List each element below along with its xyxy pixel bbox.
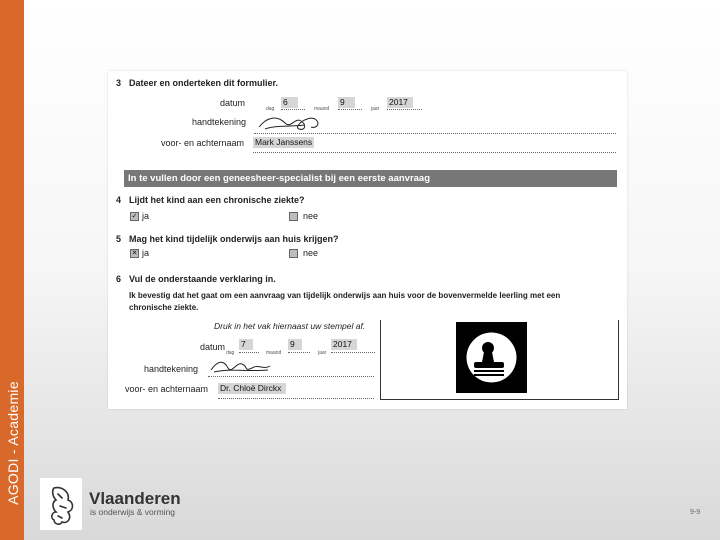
lion-icon	[40, 478, 82, 530]
doctor-month-field[interactable]: 9	[288, 339, 302, 350]
q4-ja-checkbox[interactable]: ✓	[131, 213, 138, 220]
doctor-datum-label: datum	[200, 342, 226, 352]
doctor-maand-label: maand	[266, 350, 282, 356]
doctor-handtekening-label: handtekening	[144, 364, 199, 374]
naam-label: voor- en achternaam	[161, 138, 245, 148]
name-line	[253, 152, 616, 153]
doctor-name-field[interactable]: Dr. Chloë Dirckx	[218, 383, 286, 394]
q5-nee-label: nee	[303, 248, 319, 258]
q4-ja-label: ja	[142, 211, 150, 221]
q5-ja-label: ja	[142, 248, 150, 258]
month-line	[338, 109, 362, 110]
q5-nee-checkbox[interactable]	[289, 249, 298, 258]
stamp-icon	[456, 322, 527, 393]
section-3-title: Dateer en onderteken dit formulier.	[129, 78, 279, 88]
statement-line-2: chronische ziekte.	[129, 303, 199, 312]
logo-subtitle: is onderwijs & vorming	[90, 507, 176, 517]
signature-line	[254, 133, 616, 134]
page-number: 9-9	[690, 509, 701, 516]
section-5-number: 5	[116, 234, 122, 244]
section-5-title: Mag het kind tijdelijk onderwijs aan huis krijgen?	[129, 234, 339, 244]
doctor-signature-line	[208, 376, 374, 377]
vlaanderen-logo	[40, 478, 82, 530]
q4-nee-checkbox[interactable]	[289, 212, 298, 221]
section-6-number: 6	[116, 274, 122, 284]
parent-signature-icon	[255, 111, 325, 135]
doctor-naam-label: voor- en achternaam	[125, 384, 209, 394]
doctor-name-line	[218, 398, 374, 399]
parent-name-field[interactable]: Mark Janssens	[255, 137, 313, 147]
doctor-day-field[interactable]: 7	[239, 339, 253, 350]
section-4-title: Lijdt het kind aan een chronische ziekte?	[129, 195, 305, 205]
specialist-banner: In te vullen door een geneesheer-specialist bij een eerste aanvraag	[124, 170, 617, 187]
q4-nee-label: nee	[303, 211, 319, 221]
year-line	[387, 109, 422, 110]
jaar-label: jaar	[371, 106, 380, 112]
month-field[interactable]: 9	[338, 97, 355, 108]
section-6-title: Vul de onderstaande verklaring in.	[129, 274, 276, 284]
sidebar-strip	[0, 0, 24, 540]
stamp-hint: Druk in het vak hiernaast uw stempel af.	[214, 321, 366, 331]
datum-label: datum	[220, 98, 246, 108]
stamp-box	[380, 320, 619, 400]
handtekening-label: handtekening	[192, 117, 247, 127]
doctor-day-line	[239, 352, 259, 353]
doctor-month-line	[288, 352, 310, 353]
dag-label: dag	[266, 106, 275, 112]
statement-line-1: Ik bevestig dat het gaat om een aanvraag van tijdelijk onderwijs aan huis voor de bovenvermelde leerling met een	[129, 291, 561, 300]
day-field[interactable]: 6	[281, 97, 298, 108]
q5-ja-checkbox[interactable]: ✕	[131, 250, 138, 257]
year-field[interactable]: 2017	[387, 97, 413, 108]
sidebar-label: AGODI - Academie	[5, 381, 21, 505]
doctor-signature-icon	[208, 356, 274, 378]
doctor-year-field[interactable]: 2017	[331, 339, 357, 350]
form-document	[108, 71, 627, 409]
doctor-jaar-label: jaar	[318, 350, 327, 356]
section-3-number: 3	[116, 78, 122, 88]
logo-title: Vlaanderen	[89, 489, 181, 508]
day-line	[281, 109, 305, 110]
doctor-year-line	[331, 352, 375, 353]
doctor-dag-label: dag	[226, 350, 235, 356]
maand-label: maand	[314, 106, 330, 112]
section-4-number: 4	[116, 195, 122, 205]
